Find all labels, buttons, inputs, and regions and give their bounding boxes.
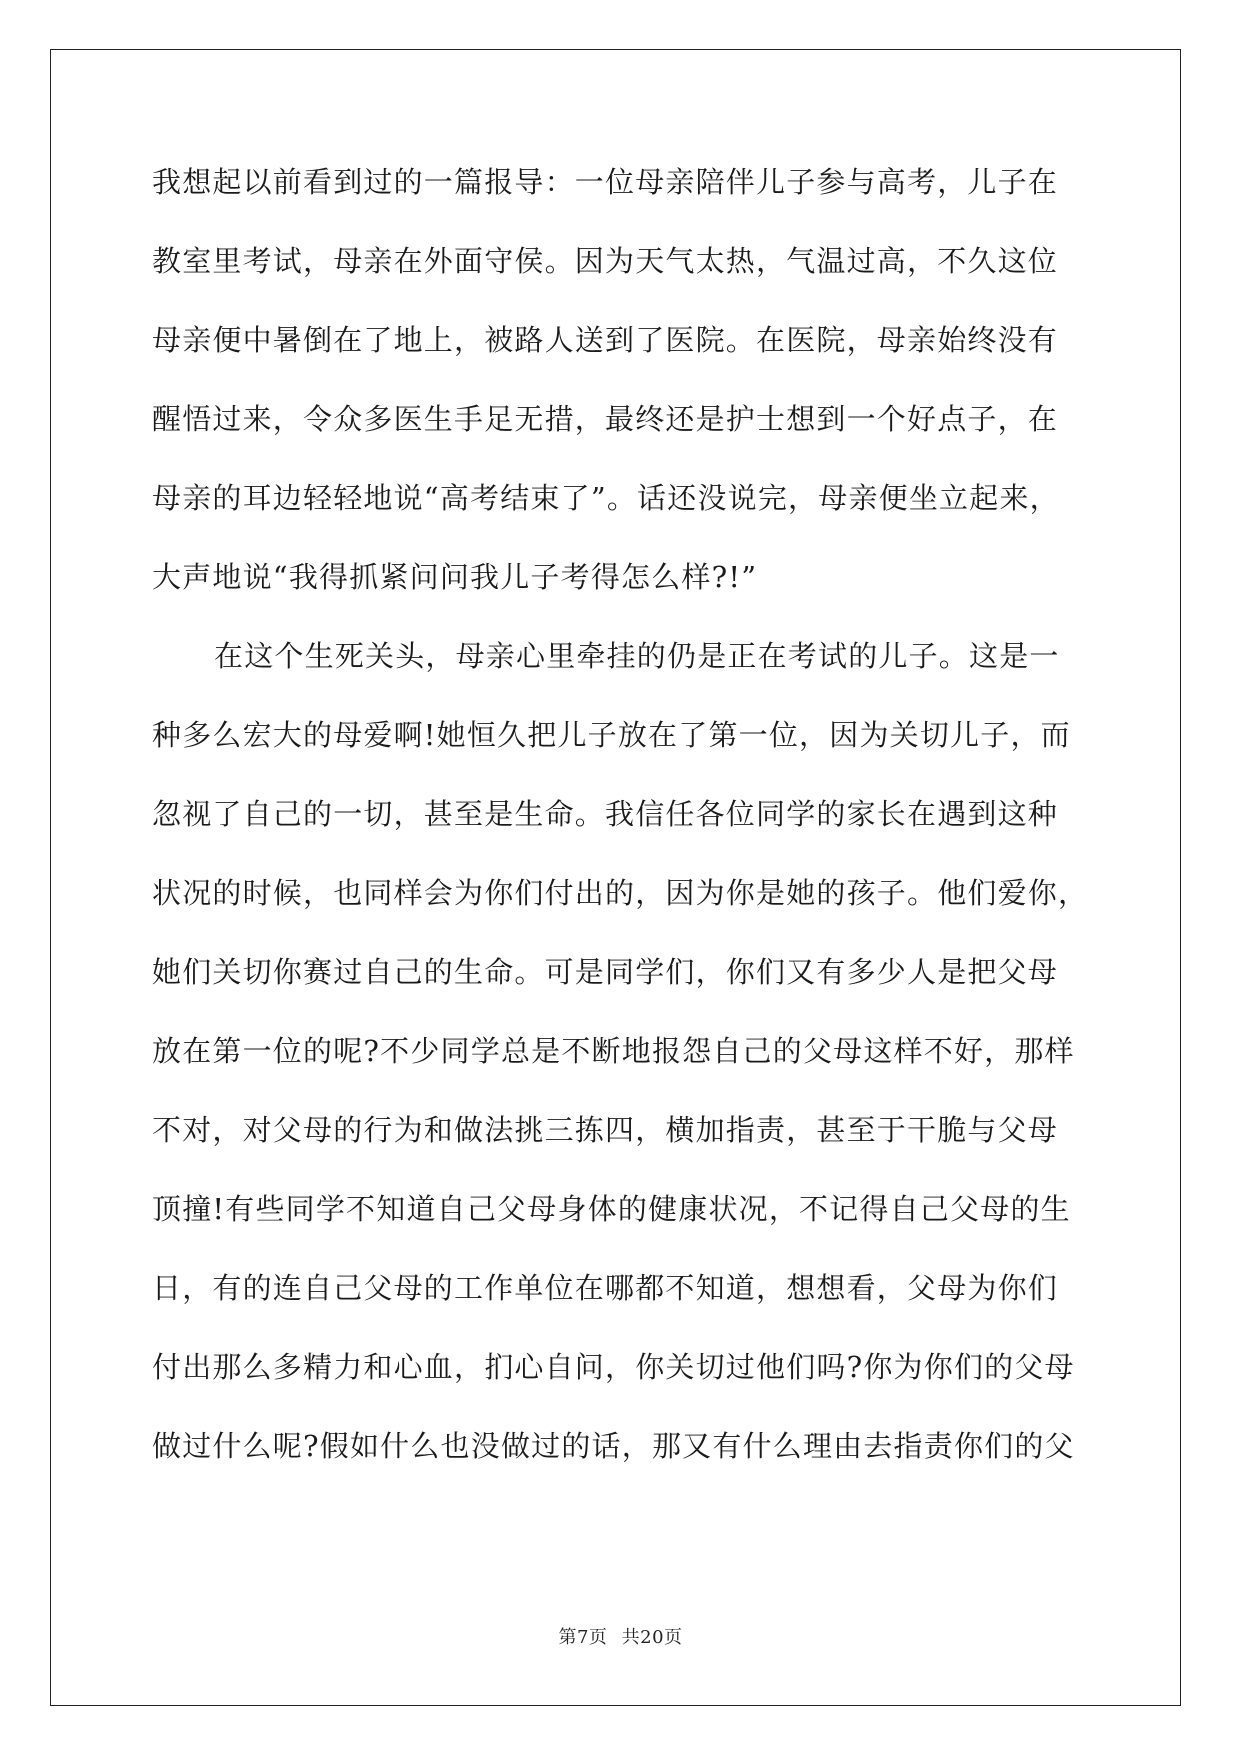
text-line: 教室里考试，母亲在外面守侯。因为天气太热，气温过高，不久这位 (152, 244, 1059, 278)
paragraph-start-line: 在这个生死关头，母亲心里牵挂的仍是正在考试的儿子。这是一 (214, 639, 1060, 673)
text-line: 状况的时候，也同样会为你们付出的，因为你是她的孩子。他们爱你， (152, 876, 1089, 910)
text-line: 醒悟过来，令众多医生手足无措，最终还是护士想到一个好点子，在 (152, 402, 1059, 436)
text-line: 做过什么呢?假如什么也没做过的话，那又有什么理由去指责你们的父 (152, 1429, 1075, 1463)
page-footer (0, 1623, 1241, 1649)
page-number: 第7页 (558, 1627, 608, 1648)
text-line: 我想起以前看到过的一篇报导：一位母亲陪伴儿子参与高考，儿子在 (152, 165, 1059, 199)
page-total: 共20页 (621, 1627, 683, 1648)
text-line: 母亲的耳边轻轻地说“高考结束了”。话还没说完，母亲便坐立起来， (152, 481, 1060, 515)
text-line: 母亲便中暑倒在了地上，被路人送到了医院。在医院，母亲始终没有 (152, 323, 1059, 357)
text-line: 放在第一位的呢?不少同学总是不断地报怨自己的父母这样不好，那样 (152, 1034, 1075, 1068)
text-line: 种多么宏大的母爱啊!她恒久把儿子放在了第一位，因为关切儿子，而 (152, 718, 1071, 752)
text-line: 忽视了自己的一切，甚至是生命。我信任各位同学的家长在遇到这种 (152, 797, 1059, 831)
text-line: 不对，对父母的行为和做法挑三拣四，横加指责，甚至于干脆与父母 (152, 1113, 1059, 1147)
text-line: 她们关切你赛过自己的生命。可是同学们，你们又有多少人是把父母 (152, 955, 1059, 989)
text-line: 付出那么多精力和心血，扪心自问，你关切过他们吗?你为你们的父母 (152, 1350, 1075, 1384)
text-line: 日，有的连自己父母的工作单位在哪都不知道，想想看，父母为你们 (152, 1271, 1059, 1305)
text-line: 大声地说“我得抓紧问问我儿子考得怎么样?!” (152, 560, 758, 594)
text-line: 顶撞!有些同学不知道自己父母身体的健康状况，不记得自己父母的生 (152, 1192, 1071, 1226)
body-text (152, 162, 1096, 1505)
